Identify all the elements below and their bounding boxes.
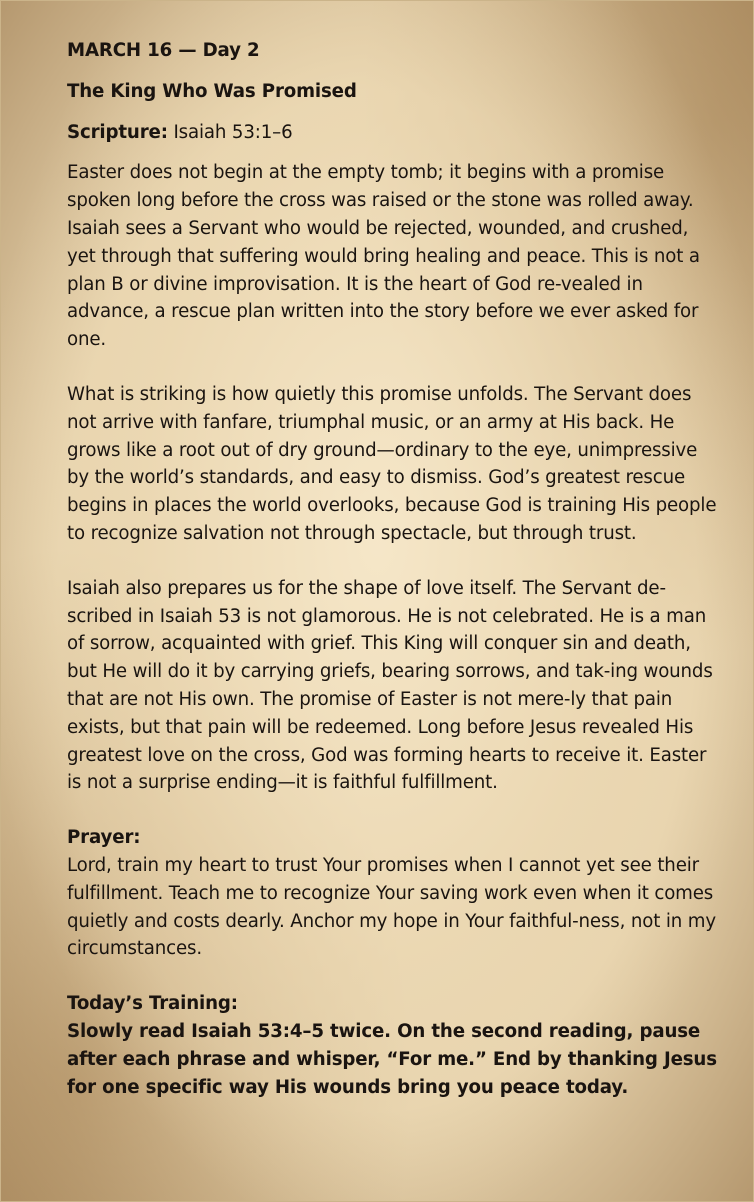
body-paragraph-1: Easter does not begin at the empty tomb; it begins with a promise spoken long before the cross was raised or the stone was rolled away. Isaiah sees a Servant who would be rejected, wounded, and crushed, yet through that suffering would bring healing and peace. This is not a plan B or divine improvisation. It is the heart of God re-vealed in advance, a rescue plan written into the story before we ever asked for one.: [67, 162, 700, 351]
scripture-reference: Isaiah 53:1–6: [173, 121, 293, 143]
scripture-line: [67, 119, 719, 147]
training-text: Slowly read Isaiah 53:4–5 twice. On the second reading, pause after each phrase and whisper, “For me.” End by thanking Jesus for one specific way His wounds bring you peace today.: [67, 1020, 717, 1098]
devotional-page: [67, 37, 719, 1101]
prayer-text: Lord, train my heart to trust Your promises when I cannot yet see their fulfillment. Teach me to recognize Your saving work even when it comes quietly and costs dearly. Anchor my hope in Your faithful-ness, not in my circumstances.: [67, 854, 716, 960]
training-label: Today’s Training:: [67, 993, 238, 1015]
body-paragraph-3: Isaiah also prepares us for the shape of love itself. The Servant de-scribed in Isaiah 53 is not glamorous. He is not celebrated. He is a man of sorrow, acquainted with grief. This King will conquer sin and death, but He will do it by carrying griefs, bearing sorrows, and tak-ing wounds that are not His own. The promise of Easter is not mere-ly that pain exists, but that pain will be redeemed. Long before Jesus revealed His greatest love on the cross, God was forming hearts to receive it. Easter is not a surprise ending—it is faithful fulfillment.: [67, 577, 713, 794]
body-paragraph-2: What is striking is how quietly this promise unfolds. The Servant does not arrive with fanfare, triumphal music, or an army at His back. He grows like a root out of dry ground—ordinary to the eye, unimpressive by the world’s standards, and easy to dismiss. God’s greatest rescue begins in places the world overlooks, because God is training His people to recognize salvation not through spectacle, but through trust.: [67, 383, 717, 544]
prayer-label: Prayer:: [67, 827, 141, 849]
devotional-title: The King Who Was Promised: [67, 80, 357, 102]
date-heading: MARCH 16 — Day 2: [67, 40, 260, 61]
scripture-label: Scripture:: [67, 121, 168, 143]
